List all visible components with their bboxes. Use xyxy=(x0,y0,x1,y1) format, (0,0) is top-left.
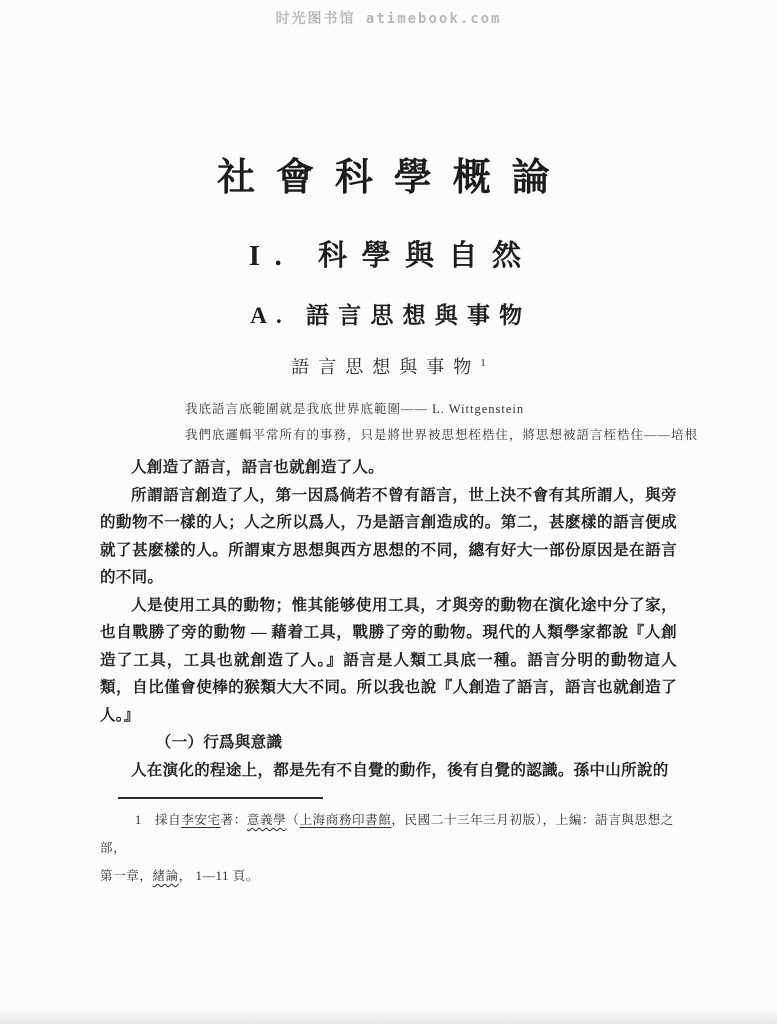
footnote-text: ，民國二十三年三月初版），上編：語言與思想之部， xyxy=(100,813,674,855)
scan-edge-shadow xyxy=(0,1008,777,1024)
footnote-author-name: 李安宅 xyxy=(181,813,221,827)
footnote-ref: 1 xyxy=(480,357,486,369)
watermark-text: 时光图书馆 atimebook.com xyxy=(275,11,502,27)
epigraph-wittgenstein: 我底語言底範圍就是我底世界底範圍—— L. Wittgenstein xyxy=(185,402,525,416)
footnote-chapter-title: 緒論 xyxy=(152,869,179,883)
chapter-heading: I. 科學與自然 xyxy=(248,240,536,272)
footnote-marker-text: 1 採自 xyxy=(135,813,182,827)
footnote-publisher-name: 上海商務印書館 xyxy=(299,813,392,827)
epigraph-bacon: 我們底邏輯平常所有的事務，只是將世界被思想桎梏住，將思想被語言桎梏住——培根 xyxy=(185,428,699,442)
page-content xyxy=(100,0,699,890)
topic-heading xyxy=(100,351,677,379)
paragraph-2: 所謂語言創造了人，第一因爲倘若不曾有語言，世上決不會有其所謂人，與旁的動物不一樣的人；人之所以爲人，乃是語言創造成的。第二，甚麽樣的語言便成就了甚麽樣的人。所謂東方思想與西方思想的不同，總有好大一部份原因是在語言的不同。 xyxy=(100,486,677,586)
section-heading: A. 語言思想與事物 xyxy=(250,303,532,328)
paragraph-4: 人在演化的程途上，都是先有不自覺的動作，後有自覺的認識。孫中山所說的 xyxy=(131,761,669,779)
book-title: 社會科學概論 xyxy=(217,157,571,199)
subsection-heading: （一）行爲與意識 xyxy=(155,734,283,751)
paragraph-1: 人創造了語言，語言也就創造了人。 xyxy=(131,459,384,476)
footnote-text: 著： xyxy=(220,813,247,827)
footnote xyxy=(100,806,677,890)
footnote-rule xyxy=(118,797,323,799)
footnote-text: （ xyxy=(286,813,300,827)
footnote-pages: ， 1—11 頁。 xyxy=(178,869,259,883)
paragraph-3: 人是使用工具的動物；惟其能够使用工具，才與旁的動物在演化途中分了家，也自戰勝了旁的動物 — 藉着工具，戰勝了旁的動物。現代的人類學家都說『人創造了工具，工具也就創造了人。』語言是人類工具底一種。語言分明的動物這人類，自比僅會使棒的猴類大大不同。所以我也說『人創造了語言，語言也就創造了人。』 xyxy=(100,596,677,724)
topic-heading-text: 語言思想與事物 xyxy=(291,357,481,377)
footnote-book-title: 意義學 xyxy=(246,813,287,827)
footnote-text: 第一章， xyxy=(100,869,153,883)
